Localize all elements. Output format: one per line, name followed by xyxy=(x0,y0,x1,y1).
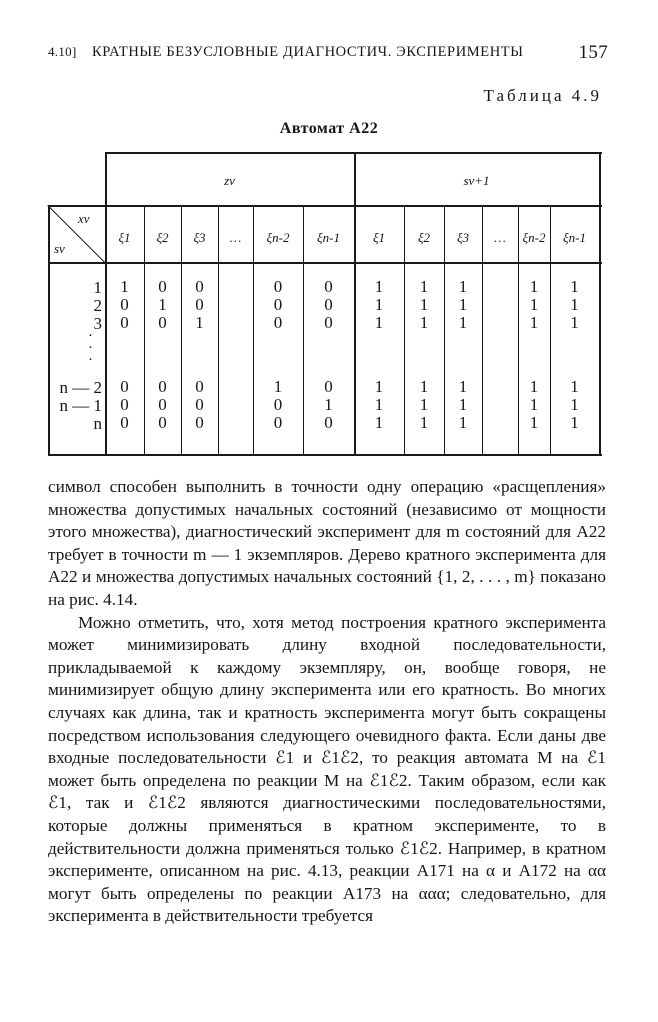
table-label: Таблица 4.9 xyxy=(483,86,602,105)
z-cell: 0 xyxy=(273,313,283,332)
z-cell: 0 xyxy=(120,395,129,414)
z-cell: 0 xyxy=(195,395,204,414)
s-cell: 1 xyxy=(458,313,468,332)
z-cell: 0 xyxy=(324,313,333,332)
row-label: 1 xyxy=(93,278,102,297)
z-cell: 0 xyxy=(195,377,204,396)
z-cell: 0 xyxy=(273,395,283,414)
z-column-header-5: ξn-2 xyxy=(266,230,290,245)
s-cell: 1 xyxy=(570,377,579,396)
z-cell: 0 xyxy=(324,277,333,296)
z-cell: 0 xyxy=(273,413,283,432)
row-ellipsis-dot-1: · xyxy=(88,328,93,344)
automaton-table xyxy=(48,152,602,458)
row-label: 3 xyxy=(93,314,102,333)
s-cell: 1 xyxy=(570,313,579,332)
body-text xyxy=(48,476,606,928)
z-cell: 0 xyxy=(195,413,204,432)
s-cell: 1 xyxy=(570,413,579,432)
s-cell: 1 xyxy=(374,395,384,414)
s-cell: 1 xyxy=(529,313,539,332)
row-label: 2 xyxy=(93,296,102,315)
s-cell: 1 xyxy=(419,313,429,332)
z-column-header-6: ξn-1 xyxy=(317,230,340,245)
s-column-header-4: … xyxy=(494,230,506,245)
s-cell: 1 xyxy=(570,295,579,314)
s-cell: 1 xyxy=(374,377,384,396)
z-cell: 0 xyxy=(158,413,167,432)
s-cell: 1 xyxy=(529,295,539,314)
z-cell: 0 xyxy=(158,395,167,414)
s-cell: 1 xyxy=(374,313,384,332)
z-cell: 0 xyxy=(120,313,129,332)
s-column-header-6: ξn-1 xyxy=(563,230,586,245)
running-title: КРАТНЫЕ БЕЗУСЛОВНЫЕ ДИАГНОСТИЧ. ЭКСПЕРИМЕНТЫ xyxy=(92,44,524,60)
z-column-header-2: ξ2 xyxy=(156,230,169,245)
row-label: n — 1 xyxy=(59,396,102,415)
table-right-rule xyxy=(599,152,601,454)
s-column-header-5: ξn-2 xyxy=(522,230,546,245)
z-cell: 0 xyxy=(195,277,204,296)
table-name: Автомат A22 xyxy=(279,120,379,137)
s-cell: 1 xyxy=(374,413,384,432)
z-column-header-1: ξ1 xyxy=(118,230,131,245)
s-cell: 1 xyxy=(570,395,579,414)
z-cell: 0 xyxy=(273,295,283,314)
z-column-header-4: … xyxy=(229,230,242,245)
s-cell: 1 xyxy=(419,377,429,396)
paragraph-2: Можно отметить, что, хотя метод построения кратного эксперимента может минимизировать длину входной последовательности, прикладываемой к каждому экземпляру, он, вообще говоря, не минимизирует общую длину эксперимента или его кратность. Во многих случаях как длина, так и кратность эксперимента могут быть сокращены посредством использования следующего очевидного факта. Если даны две входные последовательности ℰ1 и ℰ1ℰ2, то реакция автомата M на ℰ1 может быть определена по реакции M на ℰ1ℰ2. Таким образом, если как ℰ1, так и ℰ1ℰ2 являются диагностическими последовательностями, которые должны применяться в кратном эксперименте, то в действительности должна применяться только ℰ1ℰ2. Например, в кратном эксперименте, описанном на рис. 4.13, реакции A171 на α и A172 на αα могут быть определены по реакции A173 на ααα; следовательно, для эксперимента в действительности требуется xyxy=(48,612,606,926)
z-cell: 0 xyxy=(324,413,333,432)
z-column-header-3: ξ3 xyxy=(193,230,206,245)
group-header-output: zν xyxy=(224,173,235,188)
s-cell: 1 xyxy=(458,277,468,296)
z-cell: 1 xyxy=(195,313,204,332)
corner-input-label: xν xyxy=(78,211,90,226)
s-cell: 1 xyxy=(458,377,468,396)
s-cell: 1 xyxy=(570,277,579,296)
s-cell: 1 xyxy=(374,277,384,296)
table-bottom-rule xyxy=(48,454,602,456)
z-cell: 1 xyxy=(158,295,167,314)
row-ellipsis-dot-3: · xyxy=(88,352,93,368)
section-number: 4.10] xyxy=(48,44,77,59)
s-cell: 1 xyxy=(458,413,468,432)
paragraph-1: символ способен выполнить в точности одну операцию «расщепления» множества допустимых начальных состояний (независимо от мощности этого множества), диагностический эксперимент для m состояний для A22 требует в точности m — 1 экземпляров. Дерево кратного эксперимента для A22 и множества допустимых начальных состояний {1, 2, . . . , m} показано на рис. 4.14. xyxy=(48,477,606,609)
z-cell: 0 xyxy=(158,377,167,396)
z-cell: 1 xyxy=(324,395,333,414)
z-cell: 0 xyxy=(120,413,129,432)
z-cell: 1 xyxy=(273,377,283,396)
s-cell: 1 xyxy=(419,277,429,296)
z-cell: 0 xyxy=(273,277,283,296)
s-cell: 1 xyxy=(419,395,429,414)
row-label: n — 2 xyxy=(59,378,102,397)
s-cell: 1 xyxy=(529,413,539,432)
z-cell: 0 xyxy=(120,295,129,314)
s-cell: 1 xyxy=(419,295,429,314)
z-cell: 0 xyxy=(324,377,333,396)
s-cell: 1 xyxy=(374,295,384,314)
z-cell: 0 xyxy=(324,295,333,314)
s-column-header-2: ξ2 xyxy=(417,230,431,245)
row-ellipsis-dot-2: · xyxy=(88,340,93,356)
s-column-header-3: ξ3 xyxy=(456,230,470,245)
s-column-header-1: ξ1 xyxy=(372,230,386,245)
s-cell: 1 xyxy=(529,277,539,296)
s-cell: 1 xyxy=(529,377,539,396)
z-cell: 1 xyxy=(120,277,129,296)
z-cell: 0 xyxy=(158,313,167,332)
z-cell: 0 xyxy=(158,277,167,296)
s-cell: 1 xyxy=(529,395,539,414)
s-cell: 1 xyxy=(458,295,468,314)
s-cell: 1 xyxy=(419,413,429,432)
page-number: 157 xyxy=(578,42,608,63)
row-label: n xyxy=(93,414,102,433)
z-cell: 0 xyxy=(195,295,204,314)
s-cell: 1 xyxy=(458,395,468,414)
corner-state-label: sν xyxy=(54,241,65,256)
group-header-next-state: sν+1 xyxy=(463,173,490,188)
running-header xyxy=(48,38,608,68)
z-cell: 0 xyxy=(120,377,129,396)
